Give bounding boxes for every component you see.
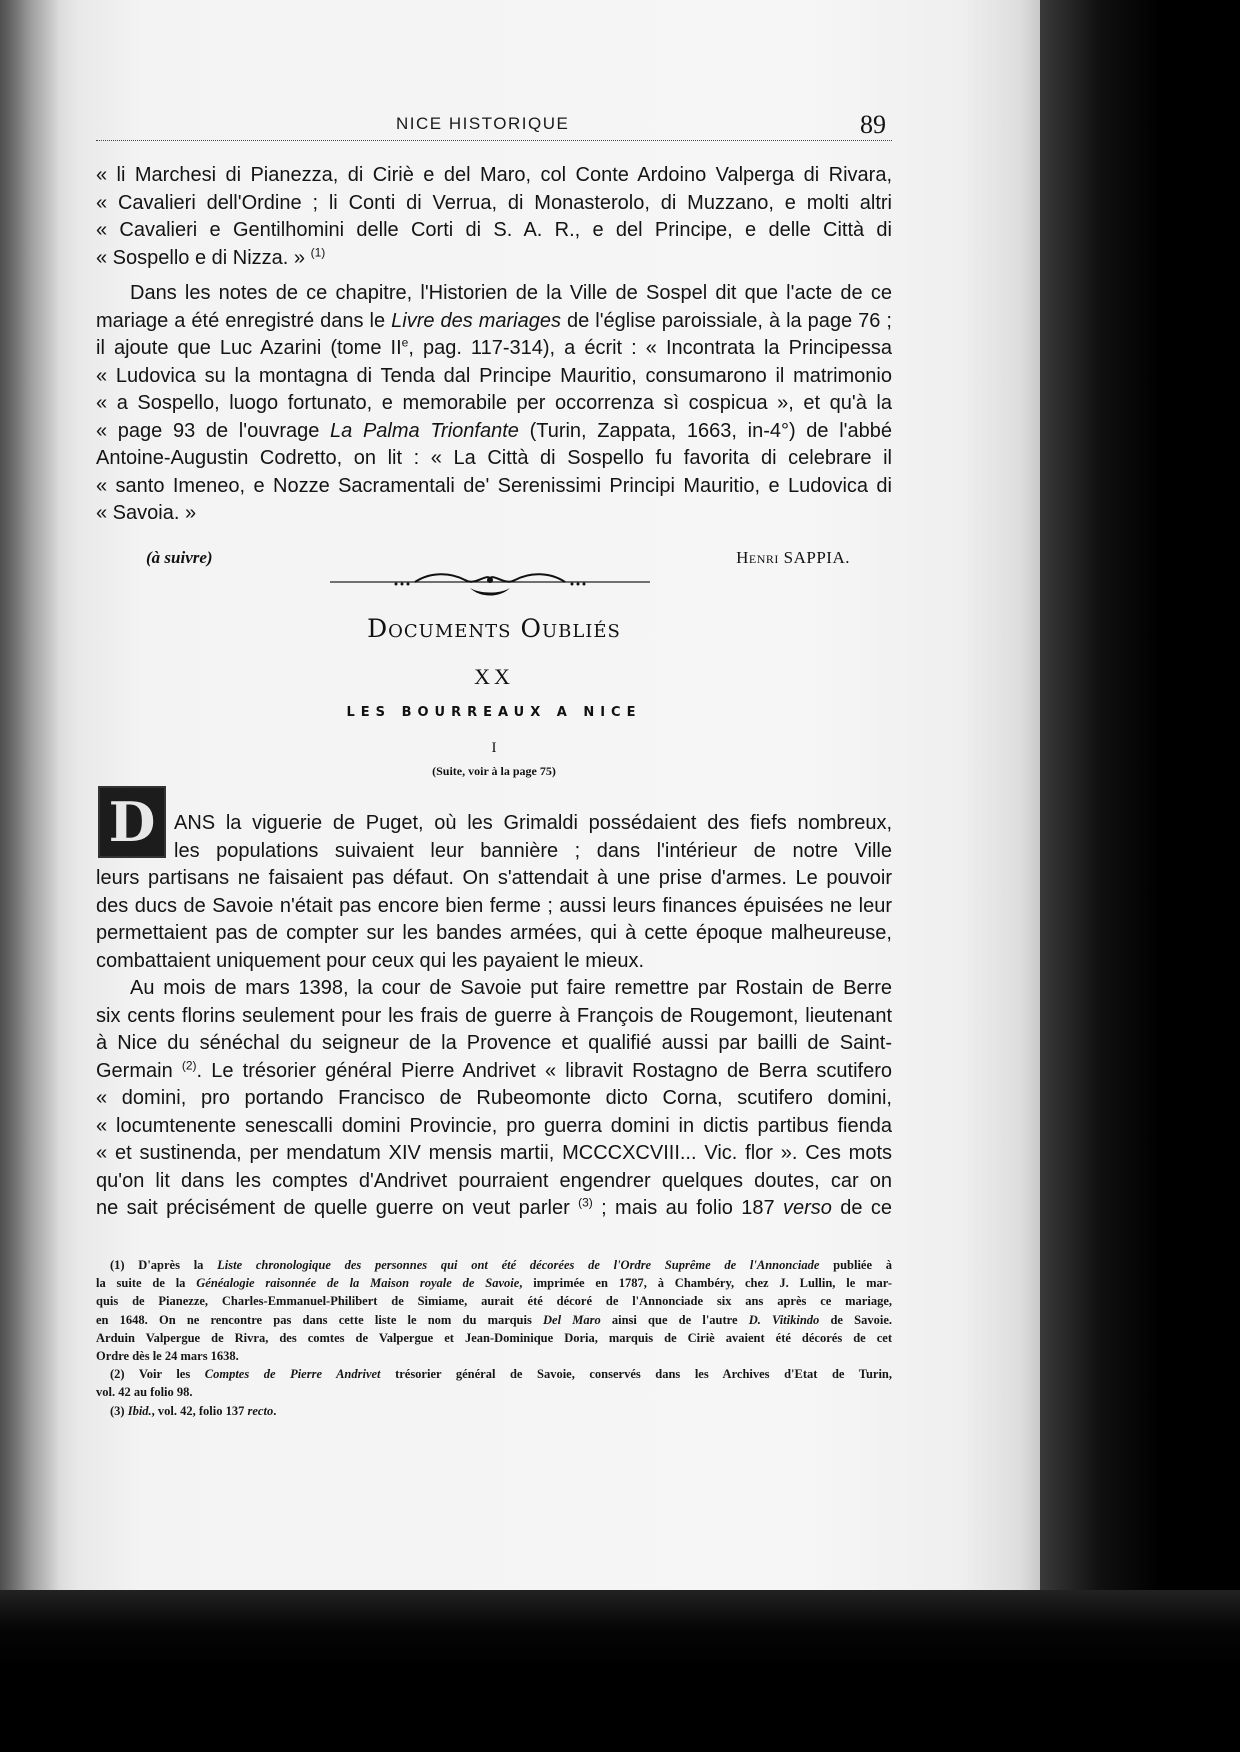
text-line: Germain $^{(2)}$. Le trésorier général Pierre Andrivet « libravit Rostagno de Berra scutifero [96, 1057, 892, 1082]
page-number: 89 [860, 110, 886, 139]
text-line: leurs partisans ne faisaient pas défaut. On s'attendait à une prise d'armes. Le pouvoir [96, 867, 892, 889]
text-line: « li Marchesi di Pianezza, di Ciriè e del Maro, col Conte Ardoino Valperga di Rivara, [96, 164, 892, 186]
header-rule [96, 140, 892, 141]
quotation-paragraph [96, 162, 892, 272]
article-body [96, 810, 892, 1223]
section-number: XX [474, 664, 514, 689]
text-line: « Savoia. » [96, 502, 197, 524]
text-line: mariage a été enregistré dans le Livre des mariages de l'église paroissiale, à la page 76 ; [96, 309, 892, 332]
text-line: Dans les notes de ce chapitre, l'Historien de la Ville de Sospel dit que l'acte de ce [130, 282, 892, 304]
footnote-2: (2) Voir les Comptes de Pierre Andrivet trésorier général de Savoie, conservés dans les Archives d'Etat de Turin, vol. 42 au folio 98. [96, 1367, 892, 1400]
text-line: « Cavalieri dell'Ordine ; li Conti di Verrua, di Monasterolo, di Muzzano, e molti altri [96, 191, 892, 214]
continued-note: (Suite, voir à la page 75) [432, 764, 556, 778]
footnote-ref: (2) [181, 1057, 197, 1072]
text-line: « page 93 de l'ouvrage La Palma Trionfante (Turin, Zappata, 1663, in-4°) de l'abbé [96, 419, 892, 442]
text-line: « Cavalieri e Gentilhomini delle Corti di S. A. R., e del Principe, e delle Città di [96, 219, 892, 241]
dropcap-letter: D [108, 790, 156, 854]
text-line: ne sait précisément de quelle guerre on veut parler $^{(3)}$ ; mais au folio 187 verso de ce [96, 1195, 892, 1219]
bottom-scan-border [0, 1590, 1240, 1752]
author-signature: Henri SAPPIA. [736, 548, 850, 567]
section-title: Documents Oubliés [367, 614, 621, 643]
footnote-ref: (1) [310, 244, 326, 259]
text-line: des ducs de Savoie n'était pas encore bien ferme ; aussi leurs finances épuisées ne leur [96, 894, 892, 917]
text-line: ANS la viguerie de Puget, où les Grimaldi possédaient des fiefs nombreux, [174, 812, 892, 834]
ornament-divider [330, 568, 650, 600]
article-title: LES BOURREAUX A NICE [346, 705, 642, 720]
text-line: « Ludovica su la montagna di Tenda dal Principe Mauritio, consumarono il matrimonio [96, 364, 892, 387]
running-head [96, 110, 892, 146]
text-line: il ajoute que Luc Azarini (tome IIe, pag. 117-314), a écrit : « Incontrata la Principessa [96, 335, 892, 359]
text-line: « domini, pro portando Francisco de Rubeomonte dicto Corna, scutifero domini, [96, 1087, 892, 1109]
to-follow-note: (à suivre) [146, 548, 213, 567]
text-line: combattaient uniquement pour ceux qui les payaient le mieux. [96, 949, 645, 972]
text-line: « locumtenente senescalli domini Provincie, pro guerra domini in dictis partibus fienda [96, 1114, 892, 1137]
text-line: les populations suivaient leur bannière ; dans l'intérieur de notre Ville [174, 839, 892, 862]
text-line: à Nice du sénéchal du seigneur de la Provence et qualifié aussi par bailli de Saint- [96, 1032, 892, 1054]
body-paragraph [96, 280, 892, 528]
text-line: « a Sospello, luogo fortunato, e memorabile per occorrenza sì cospicua », et qu'à la [96, 392, 892, 414]
footnote-1: (1) D'après la Liste chronologique des personnes qui ont été décorées de l'Ordre Suprême de l'Annonciade publiée à la suite de la Généalogie raisonnée de la Maison royale de Savoie, imprimée en 1787, à Chambéry, chez J. Lullin, le mar- quis de Pianezze, Charles-Emmanuel-Philibert de Simiame, aurait été décoré de l'Annonciade six ans après ce mariage, en 1648. On ne rencontre pas dans cette liste le nom du marquis Del Maro ainsi que de l'autre D. Vitikindo de Savoie. Arduin Valpergue de Rivra, des comtes de Valpergue et Jean-Dominique Doria, marquis de Ciriè avaient été décorés de cet Ordre dès le 24 mars 1638. [96, 1258, 892, 1364]
binding-shadow [0, 0, 60, 1590]
text-line: « Sospello e di Nizza. » $^{(1)}$ [96, 244, 326, 269]
part-number: I [491, 740, 497, 756]
footnote-3: (3) Ibid., vol. 42, folio 137 recto. [110, 1403, 277, 1418]
text-line: Antoine-Augustin Codretto, on lit : « La Città di Sospello fu favorita di celebrare il [96, 447, 892, 469]
journal-title: NICE HISTORIQUE [396, 114, 570, 133]
text-line: six cents florins seulement pour les frais de guerre à François de Rougemont, lieutenant [96, 1004, 892, 1027]
text-line: qu'on lit dans les comptes d'Andrivet pourraient engendrer quelques doutes, car on [96, 1169, 892, 1192]
right-scan-border [1040, 0, 1240, 1590]
text-line: Au mois de mars 1398, la cour de Savoie put faire remettre par Rostain de Berre [130, 977, 892, 999]
text-line: « santo Imeneo, e Nozze Sacramentali de' Serenissimi Principi Mauritio, e Ludovica di [96, 474, 892, 497]
text-line: permettaient pas de compter sur les bandes armées, qui à cette époque malheureuse, [96, 922, 892, 944]
text-line: « et sustinenda, per mendatum XIV mensis martii, MCCCXCVIII... Vic. flor ». Ces mots [96, 1142, 892, 1164]
footnote-ref: (3) [578, 1195, 593, 1210]
footnotes [96, 1256, 892, 1420]
